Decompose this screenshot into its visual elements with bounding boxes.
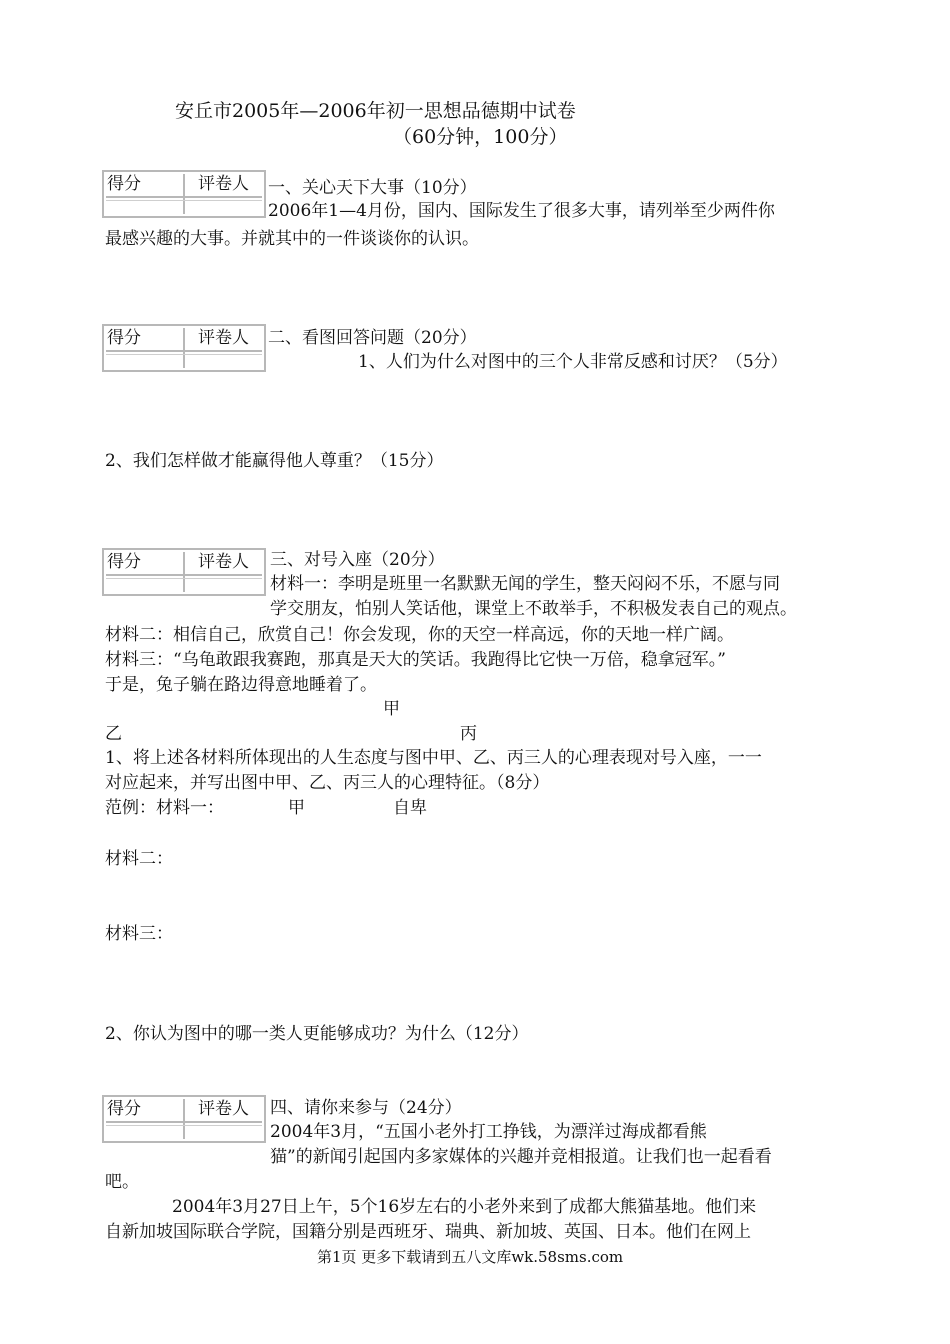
section3-heading: 三、对号入座（20分）: [270, 550, 445, 570]
section4-heading: 四、请你来参与（24分）: [270, 1098, 462, 1118]
section2-heading: 二、看图回答问题（20分）: [268, 328, 477, 348]
score-box-4: [102, 1095, 266, 1143]
section2-question2: 2、我们怎样做才能赢得他人尊重？（15分）: [105, 451, 444, 471]
example-figure: 甲: [288, 798, 305, 818]
section1-heading: 一、关心天下大事（10分）: [268, 178, 477, 198]
section4-text-line4: 2004年3月27日上午，5个16岁左右的小老外来到了成都大熊猫基地。他们来: [172, 1197, 757, 1217]
material1-line2: 学交朋友，怕别人笑话他，课堂上不敢举手，不积极发表自己的观点。: [270, 599, 797, 619]
section4-text-line1: 2004年3月，“五国小老外打工挣钱，为漂洋过海成都看熊: [270, 1122, 707, 1142]
page-title: 安丘市2005年—2006年初一思想品德期中试卷: [175, 100, 576, 122]
material3-line2: 于是，兔子躺在路边得意地睡着了。: [105, 675, 377, 695]
example-label: 范例：材料一：: [105, 798, 224, 818]
section3-question1-line1: 1、将上述各材料所体现出的人生态度与图中甲、乙、丙三人的心理表现对号入座，一一: [105, 748, 762, 768]
page-footer: 第1页 更多下载请到五八文库wk.58sms.com: [317, 1248, 624, 1266]
grader-label: 评卷人: [198, 174, 249, 194]
section1-text-line2: 最感兴趣的大事。并就其中的一件谈谈你的认识。: [105, 229, 479, 249]
section4-text-line2: 猫”的新闻引起国内多家媒体的兴趣并竞相报道。让我们也一起看看: [270, 1147, 772, 1167]
figure-label-bing: 丙: [460, 724, 477, 744]
section1-text-line1: 2006年1—4月份，国内、国际发生了很多大事，请列举至少两件你: [268, 201, 775, 221]
section4-text-line3: 吧。: [105, 1172, 139, 1192]
material3-line1: 材料三：“乌龟敢跟我赛跑，那真是天大的笑话。我跑得比它快一万倍，稳拿冠军。”: [105, 650, 726, 670]
section4-text-line5: 自新加坡国际联合学院，国籍分别是西班牙、瑞典、新加坡、英国、日本。他们在网上: [105, 1222, 751, 1242]
score-label: 得分: [107, 174, 141, 194]
score-box-2: [102, 324, 266, 372]
score-box-3: [102, 548, 266, 596]
page-subtitle: （60分钟，100分）: [393, 126, 568, 148]
figure-label-jia: 甲: [383, 699, 400, 719]
grader-label: 评卷人: [198, 552, 249, 572]
example-trait: 自卑: [393, 798, 427, 818]
answer-material2: 材料二：: [105, 849, 173, 869]
material1-line1: 材料一：李明是班里一名默默无闻的学生，整天闷闷不乐，不愿与同: [270, 574, 780, 594]
grader-label: 评卷人: [198, 1099, 249, 1119]
score-label: 得分: [107, 552, 141, 572]
section3-question1-line2: 对应起来，并写出图中甲、乙、丙三人的心理特征。（8分）: [105, 773, 550, 793]
score-label: 得分: [107, 328, 141, 348]
score-box-1: [102, 170, 266, 218]
section2-question1: 1、人们为什么对图中的三个人非常反感和讨厌？（5分）: [358, 352, 788, 372]
score-label: 得分: [107, 1099, 141, 1119]
grader-label: 评卷人: [198, 328, 249, 348]
section3-question2: 2、你认为图中的哪一类人更能够成功？为什么（12分）: [105, 1024, 529, 1044]
material2-text: 材料二：相信自己，欣赏自己！你会发现，你的天空一样高远，你的天地一样广阔。: [105, 625, 734, 645]
figure-label-yi: 乙: [105, 724, 122, 744]
answer-material3: 材料三：: [105, 924, 173, 944]
